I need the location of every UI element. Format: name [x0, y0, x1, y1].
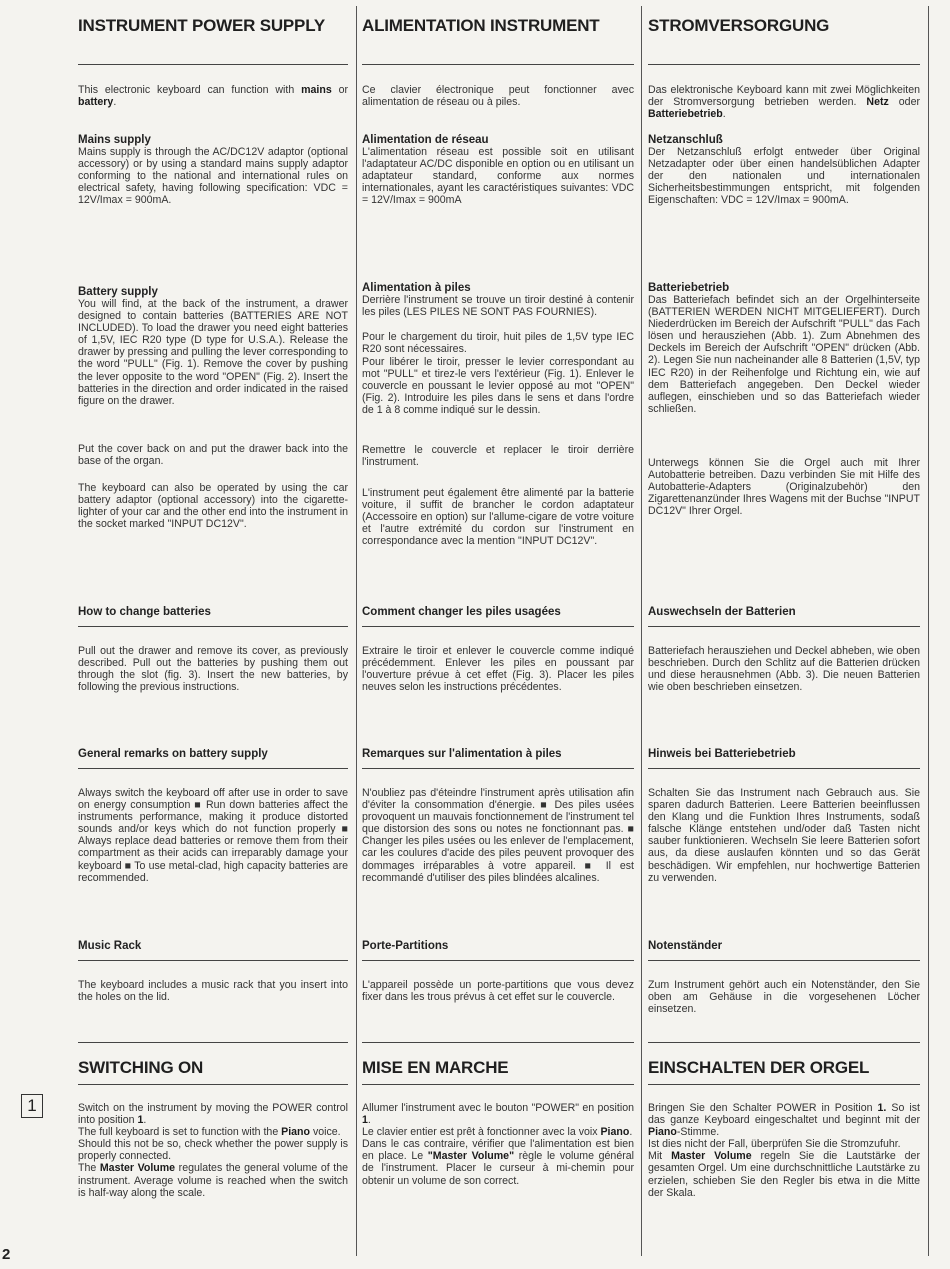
page-number: 2: [2, 1246, 11, 1263]
intro-text: [78, 84, 348, 108]
text-run: Dans le cas contraire, vérifier que l'alimentation est bien en place. Le: [362, 1138, 634, 1163]
emphasis-text: Piano: [648, 1126, 677, 1139]
paragraph: Schalten Sie das Instrument nach Gebrauch aus. Sie sparen dadurch Batterien. Leere Batterien beeinflussen den Klang und die Funktion Ihres Instruments, sodaß falsche Klänge entstehen und/oder daß Tasten nicht sauber funktionieren. Wechseln Sie leere Batterien sofort aus, da diese auslaufen könnten und so das Gerät beschädigen. Wir empfehlen, nur hochwertige Batterien zu verwenden.: [648, 787, 920, 884]
column-english: [78, 0, 348, 1269]
paragraph: L'alimentation réseau est possible soit en utilisant l'adaptateur AC/DC disponible en option ou en utilisant un adaptateur standard, conforme aux normes internationales, ayant les caractéristiques suivantes: VDC = 12V/Imax = 900mA: [362, 146, 634, 207]
divider: [362, 1084, 634, 1085]
divider: [78, 768, 348, 769]
column-divider: [928, 6, 929, 1256]
text-run: règle le volume général de l'instrument. Placer le curseur à mi-chemin pour obtenir un volume de son correct.: [362, 1150, 634, 1187]
divider: [78, 64, 348, 65]
intro-text: [648, 84, 920, 120]
section-number-box: 1: [21, 1094, 43, 1118]
paragraph-line: [648, 1150, 920, 1198]
subheading: Comment changer les piles usagées: [362, 606, 561, 618]
paragraph-line: [648, 1102, 920, 1138]
section-title: EINSCHALTEN DER ORGEL: [648, 1058, 870, 1077]
text-run: Bringen Sie den Schalter POWER in Position: [648, 1102, 878, 1114]
subheading: Batteriebetrieb: [648, 282, 730, 294]
text-run: So ist das ganze Keyboard eingeschaltet und beginnt mit der: [648, 1102, 920, 1127]
paragraph-line: [78, 1102, 348, 1126]
paragraph-line: [78, 1138, 348, 1162]
paragraph: Batteriefach herausziehen und Deckel abheben, wie oben beschrieben. Durch den Schlitz auf die Batterien drücken und diese herausnehmen (Abb. 3). Die neuen Batterien wie oben beschrieben einsetzen.: [648, 645, 920, 694]
emphasis-text: 1.: [877, 1102, 887, 1114]
paragraph: Der Netzanschluß erfolgt entweder über Original Netzadapter oder über einen handelsüblichen Adapter der den nationalen und internationalen Sicherheitsbestimmungen entspricht, mit folgenden Eigenschaften: VDC = 12V/Imax = 900mA.: [648, 146, 920, 207]
subheading: Hinweis bei Batteriebetrieb: [648, 748, 796, 760]
divider: [78, 1084, 348, 1085]
text-run: .: [722, 108, 726, 121]
emphasis-text: Piano: [600, 1126, 630, 1139]
paragraph-line: [78, 1162, 348, 1198]
text-run: voice.: [310, 1126, 341, 1139]
subheading: Remarques sur l'alimentation à piles: [362, 748, 562, 760]
paragraph: L'appareil possède un porte-partitions que vous devez fixer dans les trous prévus à cet effet sur le couvercle.: [362, 979, 634, 1004]
section-title: ALIMENTATION INSTRUMENT: [362, 16, 600, 35]
paragraph: Put the cover back on and put the drawer back into the base of the organ.: [78, 443, 348, 468]
divider: [362, 626, 634, 627]
section-title: SWITCHING ON: [78, 1058, 204, 1077]
section-title: INSTRUMENT POWER SUPPLY: [78, 16, 325, 35]
text-run: Allumer l'instrument avec le bouton "POWER" en position: [362, 1102, 634, 1114]
column-divider: [356, 6, 357, 1256]
text-run: Should this not be so, check whether the power supply is properly connected.: [78, 1138, 348, 1163]
emphasis-text: Master Volume: [99, 1162, 176, 1175]
paragraph-line: [362, 1126, 634, 1138]
paragraph-line: [648, 1138, 920, 1150]
text-run: regeln Sie die Lautstärke der gesamten Orgel. Um eine durchschnittliche Lautstärke zu erzielen, schieben Sie den Regler bis etwa in die Mitte der Skala.: [648, 1150, 920, 1199]
text-run: This electronic keyboard can function with: [78, 84, 302, 96]
switch-text: [362, 1102, 634, 1187]
section-title: MISE EN MARCHE: [362, 1058, 509, 1077]
divider: [78, 1042, 348, 1043]
text-run: The: [78, 1162, 100, 1175]
paragraph: N'oubliez pas d'éteindre l'instrument après utilisation afin d'éviter la consommation d'énergie. ■ Des piles usées provoquent un mauvais fonctionnement de l'instrument tel que distorsion des sons ou notes ne fonctionnant pas. ■ Changer les piles usées ou les enlever de l'emplacement, car les coulures d'acide des piles peuvent provoquer des dommages irréparables à votre appareil. ■ Il est recommandé d'utiliser des piles blindées alcalines.: [362, 787, 634, 884]
paragraph: Das Batteriefach befindet sich an der Orgelhinterseite (BATTERIEN WERDEN NICHT MITGELIEFERT). Durch Niederdrücken im Bereich der Aufschrift "PULL" das Fach lösen und herausziehen (Abb. 1). Zum Abnehmen des Deckels im Bereich der Aufschrift "OPEN" drücken (Abb. 2). Legen Sie nun nacheinander alle 8 Batterien (1,5V, typ IEC R20) in der Reihenfolge und Richtung ein, wie auf dem Batteriefach angegeben. Den Deckel wieder auflegen, einschieben und so das Batteriefach wieder schließen.: [648, 294, 920, 415]
divider: [648, 626, 920, 627]
text-run: -Stimme.: [676, 1126, 720, 1139]
subheading: Music Rack: [78, 940, 142, 952]
subheading: Netzanschluß: [648, 134, 723, 146]
paragraph-line: [362, 1138, 634, 1186]
divider: [648, 768, 920, 769]
text-run: The full keyboard is set to function with the: [78, 1126, 282, 1139]
divider: [362, 1042, 634, 1043]
divider: [648, 64, 920, 65]
text-run: regulates the general volume of the instrument. Average volume is reached when the switch is half-way along the scale.: [78, 1162, 348, 1199]
text-run: .: [629, 1126, 633, 1139]
paragraph: Derrière l'instrument se trouve un tiroir destiné à contenir les piles (LES PILES NE SONT PAS FOURNIES).: [362, 294, 634, 319]
paragraph: Extraire le tiroir et enlever le couvercle comme indiqué précédemment. Enlever les piles en poussant par l'ouverture prévue à cet effet (Fig. 3). Placer les piles neuves selon les instructions précédentes.: [362, 645, 634, 694]
paragraph: Mains supply is through the AC/DC12V adaptor (optional accessory) or by using a standard mains supply adaptor conforming to the national and international rules on electrical safety, having following specification: VDC = 12V/Imax = 900mA.: [78, 146, 348, 207]
paragraph: The keyboard includes a music rack that you insert into the holes on the lid.: [78, 979, 348, 1004]
switch-text: [78, 1102, 348, 1199]
paragraph: Zum Instrument gehört auch ein Notenständer, den Sie oben am Gehäuse in die vorgesehenen Löcher einsetzen.: [648, 979, 920, 1016]
emphasis-text: Master Volume: [671, 1150, 752, 1163]
emphasis-text: 1: [362, 1114, 368, 1127]
emphasis-text: Piano: [281, 1126, 310, 1139]
divider: [648, 960, 920, 961]
subheading: How to change batteries: [78, 606, 211, 618]
divider: [78, 960, 348, 961]
column-german: [648, 0, 920, 1269]
divider: [362, 768, 634, 769]
emphasis-text: mains: [301, 84, 332, 96]
paragraph: L'instrument peut également être alimenté par la batterie voiture, il suffit de brancher le cordon adaptateur (Accessoire en option) sur l'allume-cigare de votre voiture et l'autre extrémité du cordon sur l'instrument en correspondance avec la mention "INPUT DC12V".: [362, 487, 634, 548]
paragraph: Pour libérer le tiroir, presser le levier correspondant au mot "PULL" et tirez-le vers l'extérieur (Fig. 1). Enlever le couvercle en poussant le levier opposé au mot "OPEN" (Fig. 2). Introduire les piles dans le sens et dans l'ordre de 1 à 8 comme indiqué sur le dessin.: [362, 356, 634, 417]
emphasis-text: battery: [78, 96, 114, 109]
subheading: Porte-Partitions: [362, 940, 449, 952]
text-run: Das elektronische Keyboard kann mit zwei Möglichkeiten der Stromversorgung betrieben werden.: [648, 84, 920, 109]
text-run: Ist dies nicht der Fall, überprüfen Sie die Stromzufuhr.: [648, 1138, 901, 1151]
column-french: [362, 0, 634, 1269]
subheading: Alimentation de réseau: [362, 134, 489, 146]
intro-text: Ce clavier électronique peut fonctionner avec alimentation de réseau ou à piles.: [362, 84, 634, 109]
text-run: Switch on the instrument by moving the POWER control into position: [78, 1102, 348, 1127]
paragraph-line: [362, 1102, 634, 1126]
emphasis-text: "Master Volume": [427, 1150, 515, 1163]
text-run: Mit: [648, 1150, 672, 1163]
text-run: oder: [888, 96, 920, 109]
paragraph: Remettre le couvercle et replacer le tiroir derrière l'instrument.: [362, 444, 634, 469]
text-run: Le clavier entier est prêt à fonctionner avec la voix: [362, 1126, 601, 1139]
subheading: General remarks on battery supply: [78, 748, 268, 760]
paragraph: Always switch the keyboard off after use in order to save on energy consumption ■ Run down batteries affect the instruments performance, making it produce distorted sounds and/or keys which do not function properly ■ Always replace dead batteries or remove them from their compartment as their acids can irreparably damage your keyboard ■ To use metal-clad, high capacity batteries are recommended.: [78, 787, 348, 884]
subheading: Notenständer: [648, 940, 723, 952]
paragraph: The keyboard can also be operated by using the car battery adaptor (optional accessory) into the cigarette-lighter of your car and the other end into the instrument in the socket marked "INPUT DC12V".: [78, 482, 348, 531]
column-divider: [641, 6, 642, 1256]
divider: [362, 960, 634, 961]
divider: [362, 64, 634, 65]
text-run: .: [113, 96, 117, 109]
emphasis-text: Netz: [866, 96, 889, 109]
text-run: .: [143, 1114, 147, 1127]
divider: [648, 1042, 920, 1043]
subheading: Battery supply: [78, 286, 158, 298]
paragraph: Unterwegs können Sie die Orgel auch mit Ihrer Autobatterie betreiben. Dazu verbinden Sie mit Hilfe des Autobatterie-Adapters (Originalzubehör) den Zigarettenanzünder Ihres Wagens mit der Buchse "INPUT DC12V" Ihrer Orgel.: [648, 457, 920, 518]
emphasis-text: 1: [137, 1114, 144, 1127]
switch-text: [648, 1102, 920, 1199]
paragraph: Pour le chargement du tiroir, huit piles de 1,5V type IEC R20 sont nécessaires.: [362, 331, 634, 356]
text-run: .: [367, 1114, 371, 1127]
paragraph-line: [78, 1126, 348, 1138]
divider: [648, 1084, 920, 1085]
section-title: STROMVERSORGUNG: [648, 16, 830, 35]
divider: [78, 626, 348, 627]
paragraph: Pull out the drawer and remove its cover, as previously described. Pull out the batteries by pushing them out through the slot (fig. 3). Insert the new batteries, by following the previous instructions.: [78, 645, 348, 694]
paragraph: You will find, at the back of the instrument, a drawer designed to contain batteries (BATTERIES ARE NOT INCLUDED). To load the drawer you need eight batteries of 1,5V, IEC R20 type (D type for U.S.A.). Release the drawer by pressing and pulling the lever corresponding to the word "PULL" (Fig. 1). Remove the cover by pushing the lever opposite to the word "OPEN" (Fig. 2). Insert the batteries in the direction and order indicated in the raised figure on the drawer.: [78, 298, 348, 407]
emphasis-text: Batteriebetrieb: [648, 108, 723, 121]
subheading: Alimentation à piles: [362, 282, 471, 294]
subheading: Auswechseln der Batterien: [648, 606, 796, 618]
subheading: Mains supply: [78, 134, 151, 146]
text-run: or: [331, 84, 348, 96]
